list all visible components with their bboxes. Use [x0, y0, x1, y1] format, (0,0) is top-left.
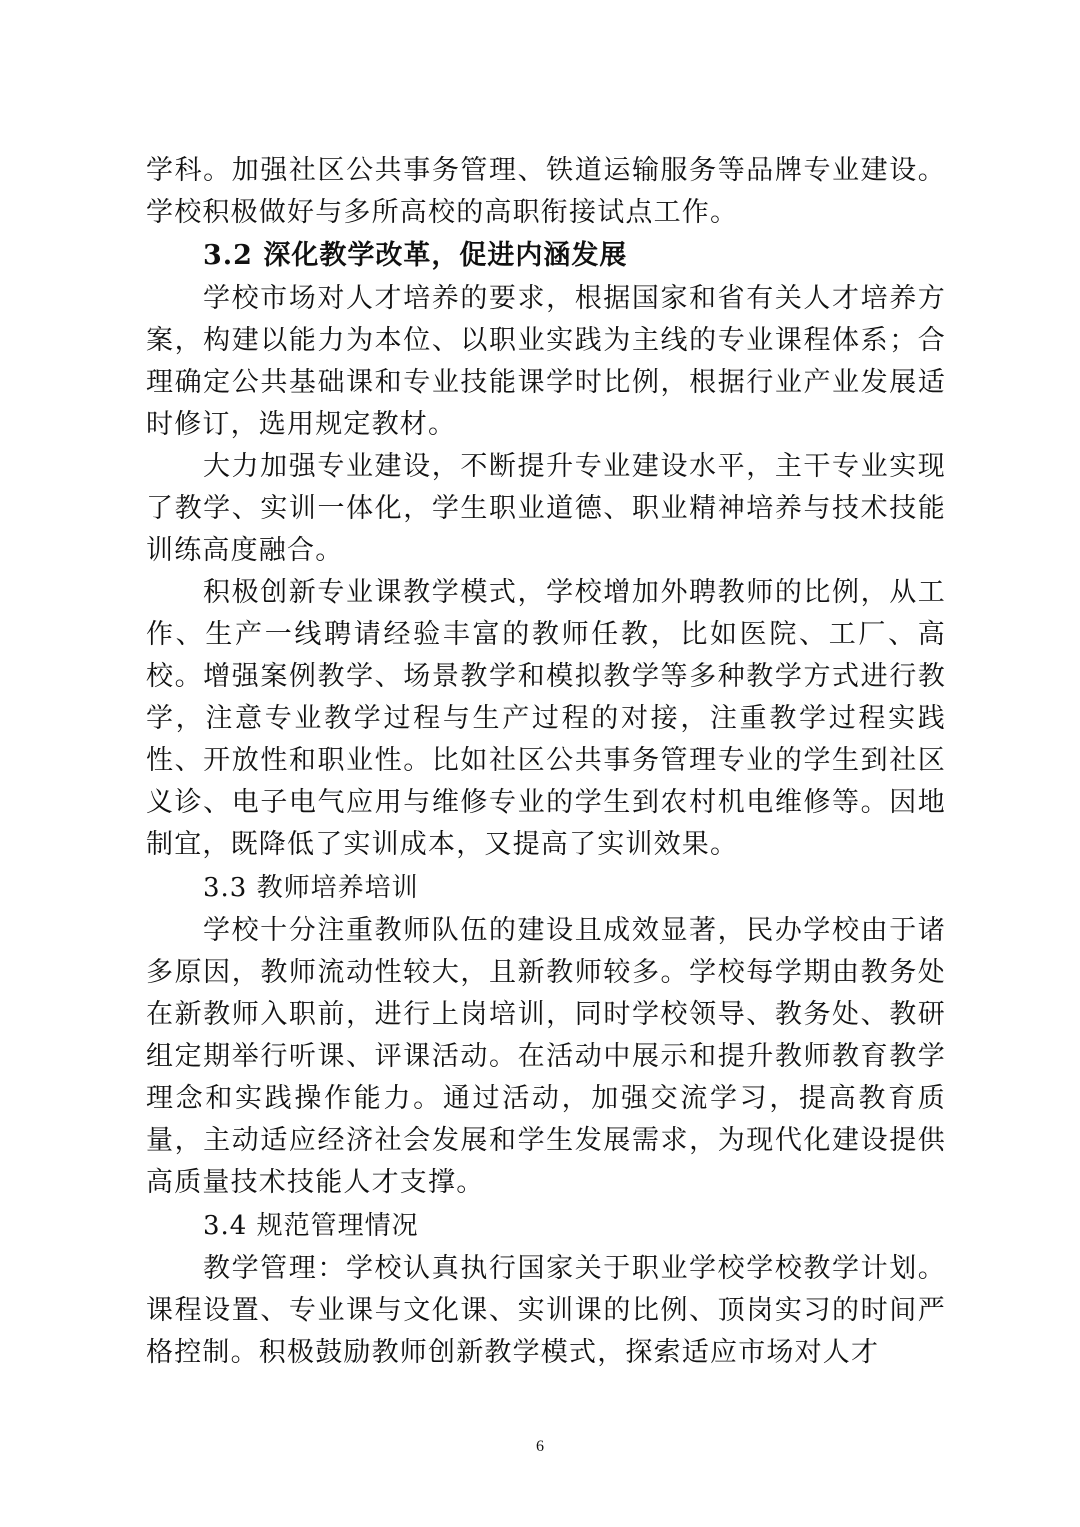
section-3-2-paragraph-2: 大力加强专业建设，不断提升专业建设水平，主干专业实现了教学、实训一体化，学生职业道德、职业精神培养与技术技能训练高度融合。	[146, 451, 946, 566]
section-3-4-paragraph-1: 教学管理：学校认真执行国家关于职业学校学校教学计划。课程设置、专业课与文化课、实训课的比例、顶岗实习的时间严格控制。积极鼓励教师创新教学模式，探索适应市场对人才	[146, 1253, 946, 1368]
section-3-2-paragraph-3: 积极创新专业课教学模式，学校增加外聘教师的比例，从工作、生产一线聘请经验丰富的教师任教，比如医院、工厂、高校。增强案例教学、场景教学和模拟教学等多种教学方式进行教学，注意专业教学过程与生产过程的对接，注重教学过程实践性、开放性和职业性。比如社区公共事务管理专业的学生到社区义诊、电子电气应用与维修专业的学生到农村机电维修等。因地制宜，既降低了实训成本，又提高了实训效果。	[146, 577, 946, 860]
continuation-paragraph: 学科。加强社区公共事务管理、铁道运输服务等品牌专业建设。学校积极做好与多所高校的高职衔接试点工作。	[146, 155, 946, 228]
section-3-4-heading: 3.4 规范管理情况	[203, 1211, 419, 1241]
page-number: 6	[536, 1438, 544, 1455]
section-3-3-paragraph-1: 学校十分注重教师队伍的建设且成效显著，民办学校由于诸多原因，教师流动性较大，且新教师较多。学校每学期由教务处在新教师入职前，进行上岗培训，同时学校领导、教务处、教研组定期举行听课、评课活动。在活动中展示和提升教师教育教学理念和实践操作能力。通过活动，加强交流学习，提高教育质量，主动适应经济社会发展和学生发展需求，为现代化建设提供高质量技术技能人才支撑。	[146, 915, 946, 1198]
page-body	[146, 150, 946, 1374]
section-3-3-heading: 3.3 教师培养培训	[203, 873, 419, 903]
section-3-2-paragraph-1: 学校市场对人才培养的要求，根据国家和省有关人才培养方案，构建以能力为本位、以职业实践为主线的专业课程体系；合理确定公共基础课和专业技能课学时比例，根据行业产业发展适时修订，选用规定教材。	[146, 283, 946, 440]
section-3-2-heading: 3.2 深化教学改革，促进内涵发展	[203, 240, 628, 271]
